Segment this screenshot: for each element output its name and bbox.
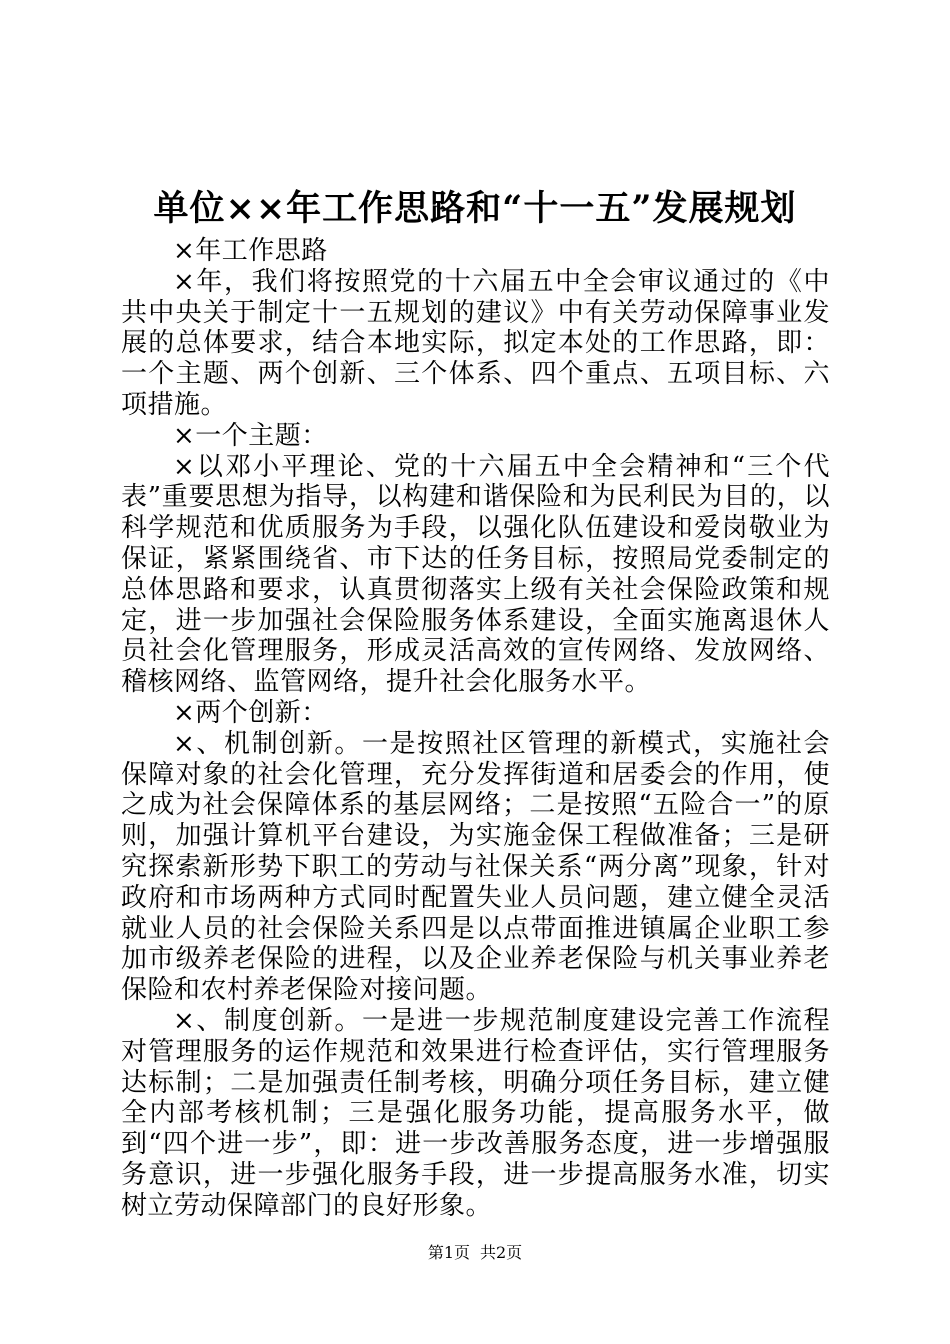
- intro-paragraph: ×年，我们将按照党的十六届五中全会审议通过的《中共中央关于制定十一五规划的建议》中有关劳动保障事业发展的总体要求，结合本地实际，拟定本处的工作思路，即：一个主题、两个创新、三个体系、四个重点、五项目标、六项措施。: [121, 266, 830, 420]
- page-number: 第1页: [427, 1243, 470, 1262]
- one-theme-paragraph: ×以邓小平理论、党的十六届五中全会精神和“三个代表”重要思想为指导，以构建和谐保险和为民利民为目的，以科学规范和优质服务为手段，以强化队伍建设和爱岗敬业为保证，紧紧围绕省、市下达的任务目标，按照局党委制定的总体思路和要求，认真贯彻落实上级有关社会保险政策和规定，进一步加强社会保险服务体系建设，全面实施离退休人员社会化管理服务，形成灵活高效的宣传网络、发放网络、稽核网络、监管网络，提升社会化服务水平。: [121, 451, 830, 698]
- mechanism-innovation-paragraph: ×、机制创新。一是按照社区管理的新模式，实施社会保障对象的社会化管理，充分发挥街道和居委会的作用，使之成为社会保障体系的基层网络；二是按照“五险合一”的原则，加强计算机平台建设，为实施金保工程做准备；三是研究探索新形势下职工的劳动与社保关系“两分离”现象，针对政府和市场两种方式同时配置失业人员问题，建立健全灵活就业人员的社会保险关系四是以点带面推进镇属企业职工参加市级养老保险的进程，以及企业养老保险与机关事业养老保险和农村养老保险对接问题。: [121, 728, 830, 1006]
- section-heading-two-innovations: ×两个创新：: [173, 697, 328, 728]
- page-footer: [0, 1243, 950, 1263]
- section-heading-work-plan: ×年工作思路: [173, 236, 328, 266]
- document-title: 单位××年工作思路和“十一五”发展规划: [153, 188, 797, 229]
- section-heading-one-theme: ×一个主题：: [173, 420, 328, 451]
- page-total: 共2页: [480, 1243, 523, 1262]
- document-body: [121, 236, 830, 1222]
- system-innovation-paragraph: ×、制度创新。一是进一步规范制度建设完善工作流程对管理服务的运作规范和效果进行检查评估，实行管理服务达标制；二是加强责任制考核，明确分项任务目标，建立健全内部考核机制；三是强化服务功能，提高服务水平，做到“四个进一步”，即：进一步改善服务态度，进一步增强服务意识，进一步强化服务手段，进一步提高服务水准，切实树立劳动保障部门的良好形象。: [121, 1005, 830, 1221]
